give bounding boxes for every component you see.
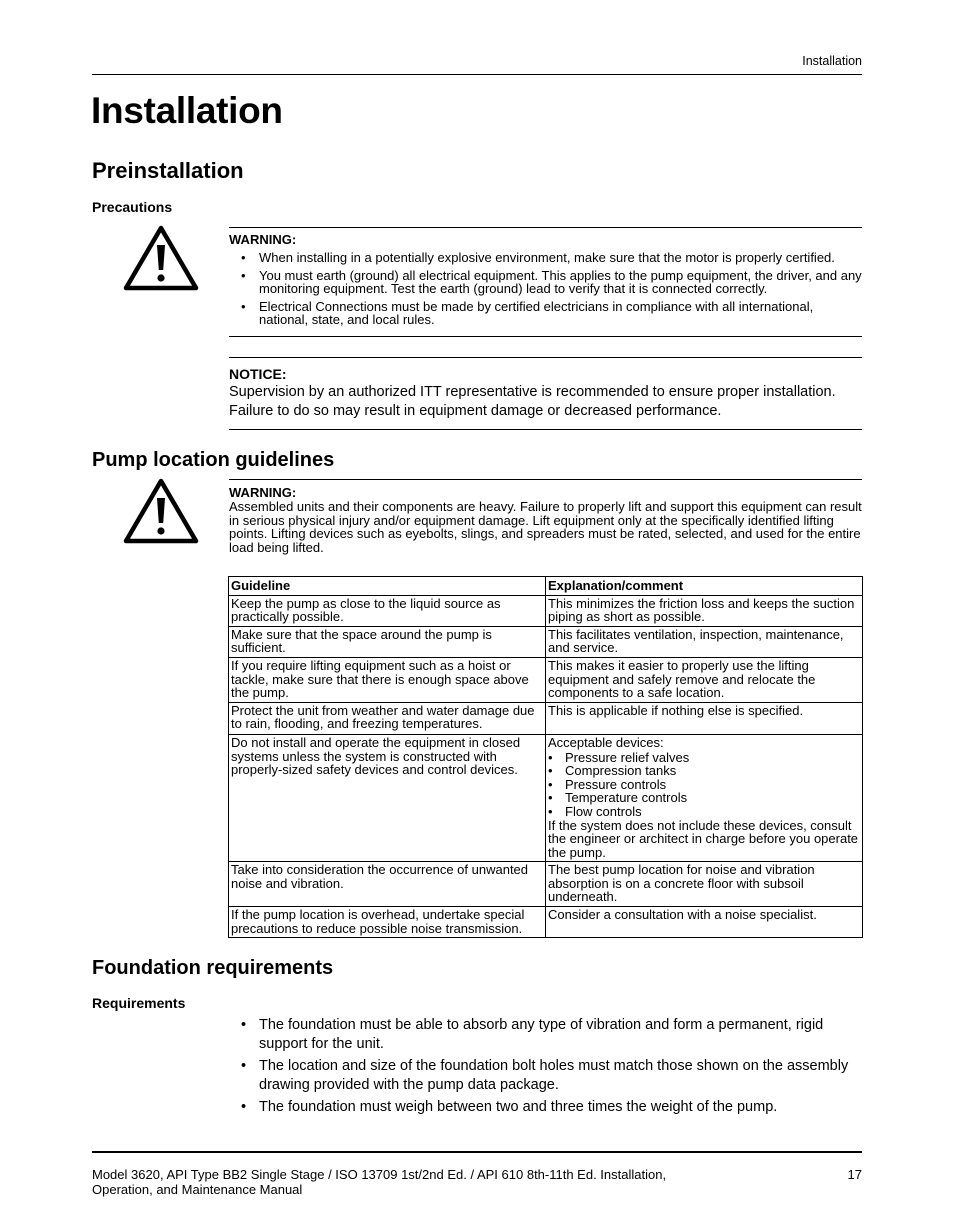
warning-item: • Electrical Connections must be made by certified electricians in compliance with all international, national, state, and local rules. [229,300,862,327]
page-title: Installation [91,90,283,131]
explanation-intro: Acceptable devices: [548,734,664,750]
table-row [229,734,863,861]
guideline-cell: Protect the unit from weather and water damage due to rain, flooding, and freezing temperatures. [229,702,546,734]
list-item: • The foundation must be able to absorb any type of vibration and form a permanent, rigid support for the unit. [229,1016,862,1053]
table-row [229,907,863,938]
warning-box-precautions [229,232,862,331]
explanation-cell: This makes it easier to properly use the lifting equipment and safely remove and relocate the components to a safe location. [546,657,863,702]
list-item: • The location and size of the foundation bolt holes must match those shown on the assembly drawing provided with the pump data package. [229,1057,862,1094]
table-row [229,702,863,734]
table-row [229,595,863,626]
explanation-cell: Consider a consultation with a noise specialist. [546,907,863,938]
guideline-cell: If you require lifting equipment such as a hoist or tackle, make sure that there is enough space above the pump. [229,657,546,702]
column-header-guideline: Guideline [229,577,546,596]
guideline-cell: Do not install and operate the equipment in closed systems unless the system is constructed with properly-sized safety devices and control devices. [229,734,546,861]
list-item: • Temperature controls [548,791,860,805]
explanation-outro: If the system does not include these devices, consult the engineer or architect in charge before you operate the pump. [548,817,859,860]
explanation-cell: This facilitates ventilation, inspection, maintenance, and service. [546,626,863,657]
list-item: • Flow controls [548,805,860,819]
header-rule [92,74,862,75]
list-item: • Compression tanks [548,764,860,778]
warning2-top-rule [229,479,862,480]
running-header: Installation [802,54,862,68]
warning-item: • You must earth (ground) all electrical equipment. This applies to the pump equipment, the driver, and any monitoring equipment. Test the earth (ground) lead to verify that it is connected correctly. [229,269,862,296]
device-list [548,751,860,819]
guideline-table [228,576,863,938]
warning-triangle-icon [123,478,199,544]
section-heading-foundation: Foundation requirements [92,957,334,979]
page-number: 17 [847,1167,862,1182]
subheading-requirements: Requirements [92,995,186,1011]
explanation-cell: This is applicable if nothing else is specified. [546,702,863,734]
explanation-cell: The best pump location for noise and vibration absorption is on a concrete floor with subsoil underneath. [546,862,863,907]
table-row [229,862,863,907]
warning-triangle-icon [123,225,199,291]
warning-list [229,251,862,327]
table-row [229,657,863,702]
subheading-precautions: Precautions [92,199,173,215]
warning-text: Assembled units and their components are heavy. Failure to properly lift and support this equipment can result in serious physical injury and/or equipment damage. Lift equipment only at the specifically identified lifting points. Lifting devices such as eyebolts, slings, and spreaders must be rated, selected, and used for the entire load being lifted. [229,499,862,556]
guideline-cell: Keep the pump as close to the liquid source as practically possible. [229,595,546,626]
table-row [229,626,863,657]
column-header-explanation: Explanation/comment [546,577,863,596]
notice-top-rule [229,357,862,358]
explanation-cell: This minimizes the friction loss and keeps the suction piping as short as possible. [546,595,863,626]
guideline-cell: If the pump location is overhead, undertake special precautions to reduce possible noise transmission. [229,907,546,938]
footer-text: Model 3620, API Type BB2 Single Stage / ISO 13709 1st/2nd Ed. / API 610 8th-11th Ed. Installation, Operation, and Maintenance Manual [92,1167,667,1197]
requirements-list [229,1016,862,1121]
warning-box-lifting [229,485,862,555]
guideline-cell: Make sure that the space around the pump is sufficient. [229,626,546,657]
warning-top-rule [229,227,862,228]
guideline-cell: Take into consideration the occurrence of unwanted noise and vibration. [229,862,546,907]
warning-item: • When installing in a potentially explosive environment, make sure that the motor is properly certified. [229,251,862,265]
warning-bottom-rule [229,336,862,337]
table-header-row [229,577,863,596]
notice-box [229,366,862,420]
warning-label: WARNING: [229,485,297,500]
warning-label: WARNING: [229,232,297,247]
footer-rule [92,1151,862,1153]
list-item: • The foundation must weigh between two and three times the weight of the pump. [229,1098,862,1117]
explanation-cell [546,734,863,861]
list-item: • Pressure relief valves [548,751,860,765]
notice-bottom-rule [229,429,862,430]
notice-text: Supervision by an authorized ITT representative is recommended to ensure proper installation. Failure to do so may result in equipment damage or decreased performance. [229,384,836,419]
section-heading-pump-location: Pump location guidelines [92,449,335,471]
notice-label: NOTICE: [229,366,287,382]
list-item: • Pressure controls [548,778,860,792]
section-heading-preinstallation: Preinstallation [92,158,244,183]
